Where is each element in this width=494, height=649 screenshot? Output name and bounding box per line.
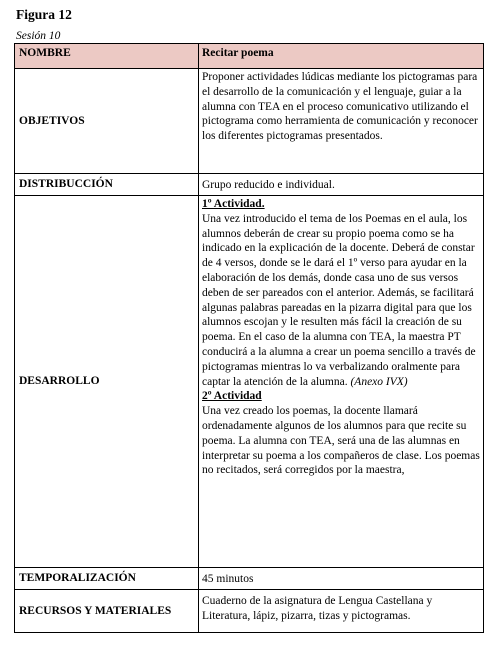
row-recursos bbox=[15, 590, 484, 633]
recursos-label: RECURSOS Y MATERIALES bbox=[15, 590, 199, 633]
activity2-text: Una vez creado los poemas, la docente llamará ordenadamente algunos de los alumnos para que recite su poema. La alumna con TEA, será una de las alumnas en interpretar su poema a los compañeros de clase. Los poemas no recitados, será corregidos por la maestra, bbox=[202, 405, 480, 477]
header-label: NOMBRE bbox=[15, 44, 199, 69]
row-objetivos bbox=[15, 69, 484, 174]
desarrollo-content bbox=[199, 196, 484, 568]
objetivos-text: Proponer actividades lúdicas mediante los pictogramas para el desarrollo de la comunicación y el lenguaje, guiar a la alumna con TEA en el proceso comunicativo utilizando el pictograma como herramienta de comunicación y reconocer los diferentes pictogramas presentados. bbox=[199, 69, 484, 174]
distribucion-label: DISTRIBUCCIÓN bbox=[15, 174, 199, 196]
temporalizacion-text: 45 minutos bbox=[199, 568, 484, 590]
desarrollo-label: DESARROLLO bbox=[15, 196, 199, 568]
activity2-title: 2º Actividad bbox=[202, 390, 262, 403]
activity1-title: 1º Actividad. bbox=[202, 198, 265, 210]
row-distribucion bbox=[15, 174, 484, 196]
row-desarrollo bbox=[15, 196, 484, 568]
activity1-annex: (Anexo IVX) bbox=[350, 375, 408, 388]
session-table bbox=[14, 43, 484, 633]
temporalizacion-label: TEMPORALIZACIÓN bbox=[15, 568, 199, 590]
activity1-text: Una vez introducido el tema de los Poemas en el aula, los alumnos deberán de crear su propio poema como se ha indicado en la explicación de la docente. Deberá de constar de 4 versos, donde se le dará el 1º verso para ayudar en la elaboración de los demás, donde casa uno de sus versos deben de ser pareados con el anterior. Además, se facilitará algunas palabras pareadas en la pizarra digital para que los alumnos escojan y le resulten más fácil la creación de su poema. En el caso de la alumna con TEA, la maestra PT conducirá a la alumna a crear un poema sencillo a través de pictogramas mientras lo va verbalizando oralmente para captar la atención de la alumna. bbox=[202, 212, 476, 388]
activity1-body bbox=[202, 212, 480, 390]
objetivos-label: OBJETIVOS bbox=[15, 69, 199, 174]
row-temporalizacion bbox=[15, 568, 484, 590]
distribucion-text: Grupo reducido e individual. bbox=[199, 174, 484, 196]
header-value: Recitar poema bbox=[199, 44, 484, 69]
recursos-text: Cuaderno de la asignatura de Lengua Castellana y Literatura, lápiz, pizarra, tizas y pictogramas. bbox=[199, 590, 484, 633]
table-header-row bbox=[15, 44, 484, 69]
session-label: Sesión 10 bbox=[16, 30, 61, 42]
figure-title: Figura 12 bbox=[16, 7, 72, 22]
